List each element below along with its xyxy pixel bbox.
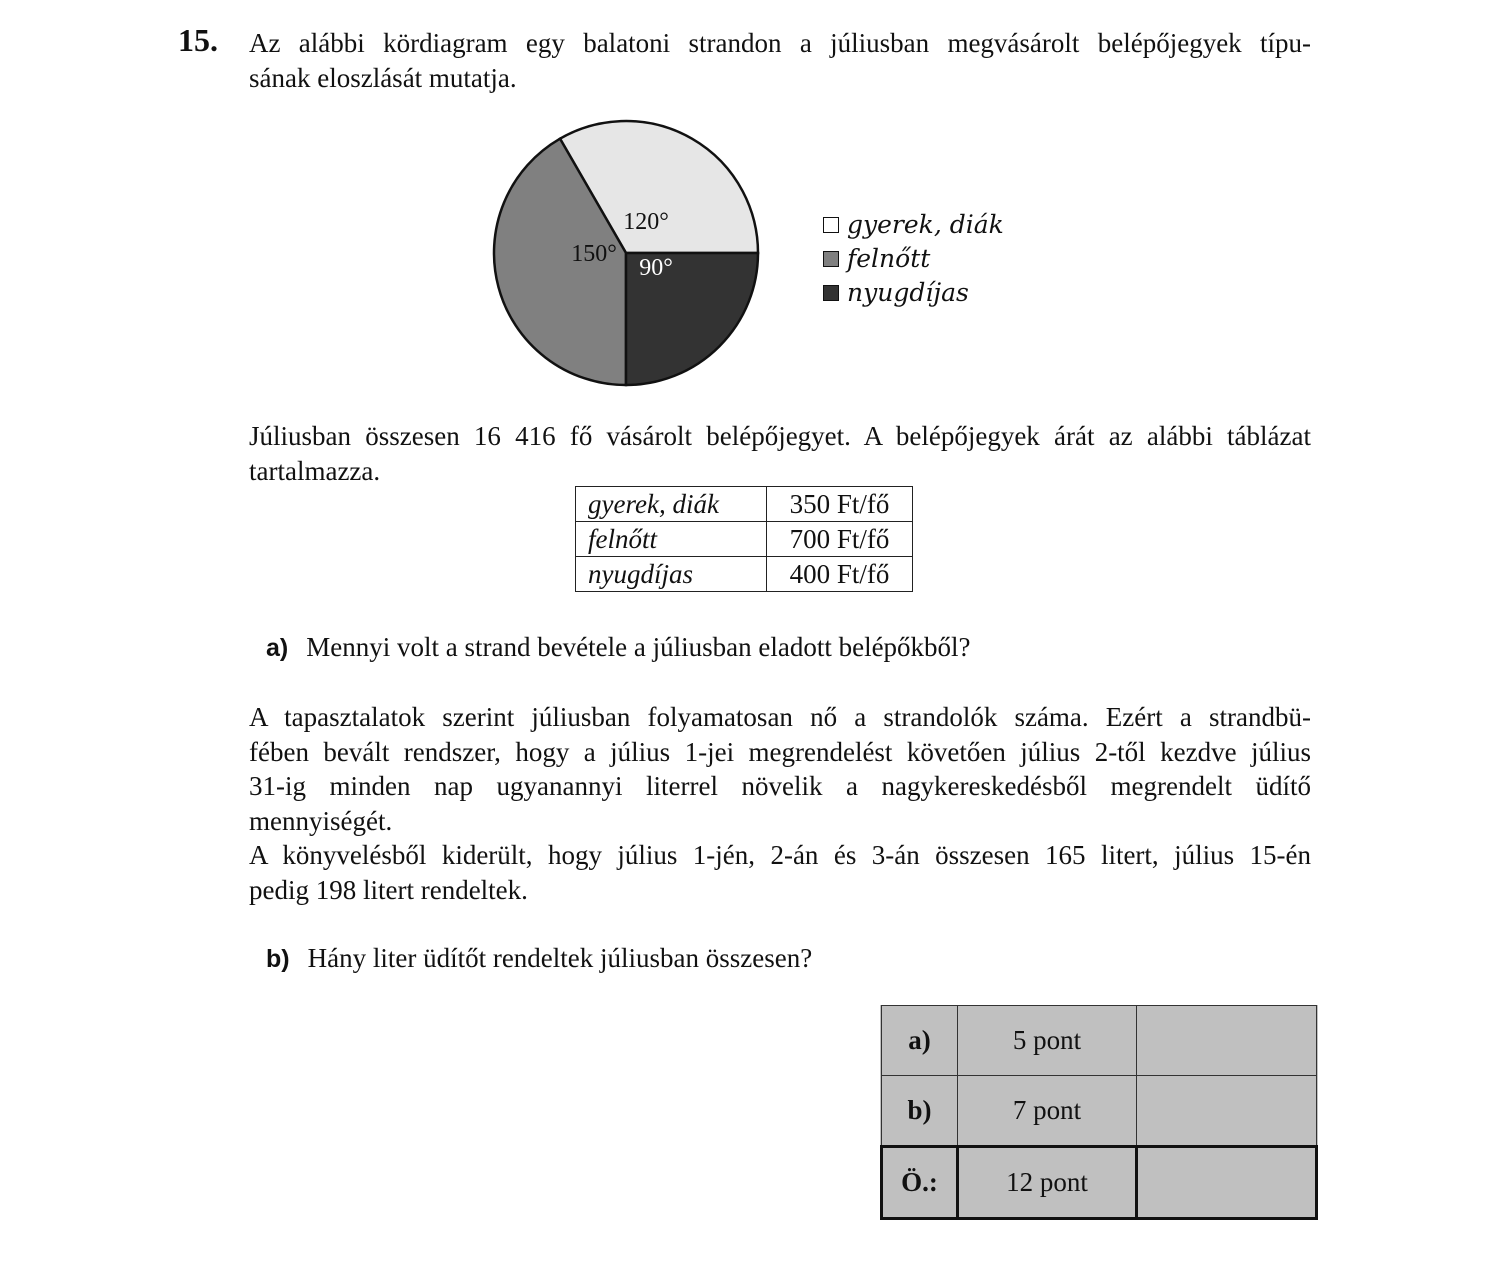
price-row	[576, 487, 913, 522]
points-total-value: 12 pont	[958, 1147, 1137, 1219]
intro-paragraph	[249, 26, 1311, 95]
points-score-cell	[1137, 1076, 1317, 1147]
points-total-label: Ö.:	[882, 1147, 958, 1219]
pie-slice-label-2: 90°	[639, 255, 673, 281]
problem-number: 15.	[178, 22, 218, 58]
points-total-score-cell	[1137, 1147, 1317, 1219]
intro-line-2: sának eloszlását mutatja.	[249, 62, 517, 93]
paragraph-2	[249, 700, 1311, 838]
price-category: nyugdíjas	[576, 557, 767, 592]
legend-label-gyerek-diak: gyerek, diák	[847, 210, 1004, 239]
legend-item-gyerek-diak	[823, 208, 1004, 242]
price-row	[576, 522, 913, 557]
legend-swatch-nyugdijas	[823, 285, 839, 301]
price-value: 350 Ft/fő	[767, 487, 913, 522]
question-b-text: Hány liter üdítőt rendeltek júliusban összesen?	[307, 943, 813, 973]
legend-label-felnott: felnőtt	[847, 244, 931, 273]
paragraph-3-line-2: pedig 198 litert rendeltek.	[249, 874, 528, 905]
price-value: 700 Ft/fő	[767, 522, 913, 557]
points-label: b)	[882, 1076, 958, 1147]
paragraph-1-line-1: Júliusban összesen 16 416 fő vásárolt belépőjegyet. A belépőjegyek árát az alábbi táblázat	[249, 421, 1311, 451]
pie-chart	[470, 110, 790, 410]
points-score-cell	[1137, 1006, 1317, 1076]
price-row	[576, 557, 913, 592]
legend-item-nyugdijas	[823, 276, 1004, 310]
question-a-text: Mennyi volt a strand bevétele a júliusban eladott belépőkből?	[306, 632, 971, 662]
legend-label-nyugdijas: nyugdíjas	[847, 278, 969, 307]
chart-legend	[823, 208, 1004, 310]
price-category: felnőtt	[576, 522, 767, 557]
pie-slices	[494, 121, 758, 385]
legend-item-felnott	[823, 242, 1004, 276]
legend-swatch-felnott	[823, 251, 839, 267]
legend-swatch-gyerek-diak	[823, 217, 839, 233]
paragraph-2-line-1: A tapasztalatok szerint júliusban folyamatosan nő a strandolók száma. Ezért a strandbü-	[249, 702, 1311, 732]
intro-line-1: Az alábbi kördiagram egy balatoni strandon a júliusban megvásárolt belépőjegyek típu-	[249, 28, 1311, 58]
points-row	[882, 1076, 1317, 1147]
price-value: 400 Ft/fő	[767, 557, 913, 592]
points-total-row	[882, 1147, 1317, 1219]
points-value: 5 pont	[958, 1006, 1137, 1076]
paragraph-2-line-3: 31-ig minden nap ugyanannyi literrel növelik a nagykereskedésből megrendelt üdítő	[249, 771, 1311, 801]
paragraph-1	[249, 419, 1311, 488]
points-value: 7 pont	[958, 1076, 1137, 1147]
points-table	[880, 1005, 1318, 1220]
price-category: gyerek, diák	[576, 487, 767, 522]
paragraph-2-line-2: fében bevált rendszer, hogy a július 1-jei megrendelést követően július 2-től kezdve július	[249, 736, 1311, 767]
paragraph-1-line-2: tartalmazza.	[249, 455, 381, 486]
question-b	[266, 941, 812, 976]
paragraph-3	[249, 838, 1311, 907]
points-label: a)	[882, 1006, 958, 1076]
question-b-label: b)	[266, 945, 290, 973]
pie-slice-label-1: 150°	[571, 241, 617, 267]
question-a-label: a)	[266, 634, 289, 662]
question-a	[266, 630, 971, 665]
price-table	[575, 486, 913, 592]
paragraph-2-line-4: mennyiségét.	[249, 805, 393, 836]
points-row	[882, 1006, 1317, 1076]
pie-slice-label-0: 120°	[623, 209, 669, 235]
paragraph-3-line-1: A könyvelésből kiderült, hogy július 1-jén, 2-án és 3-án összesen 165 litert, július 15-én	[249, 840, 1311, 870]
